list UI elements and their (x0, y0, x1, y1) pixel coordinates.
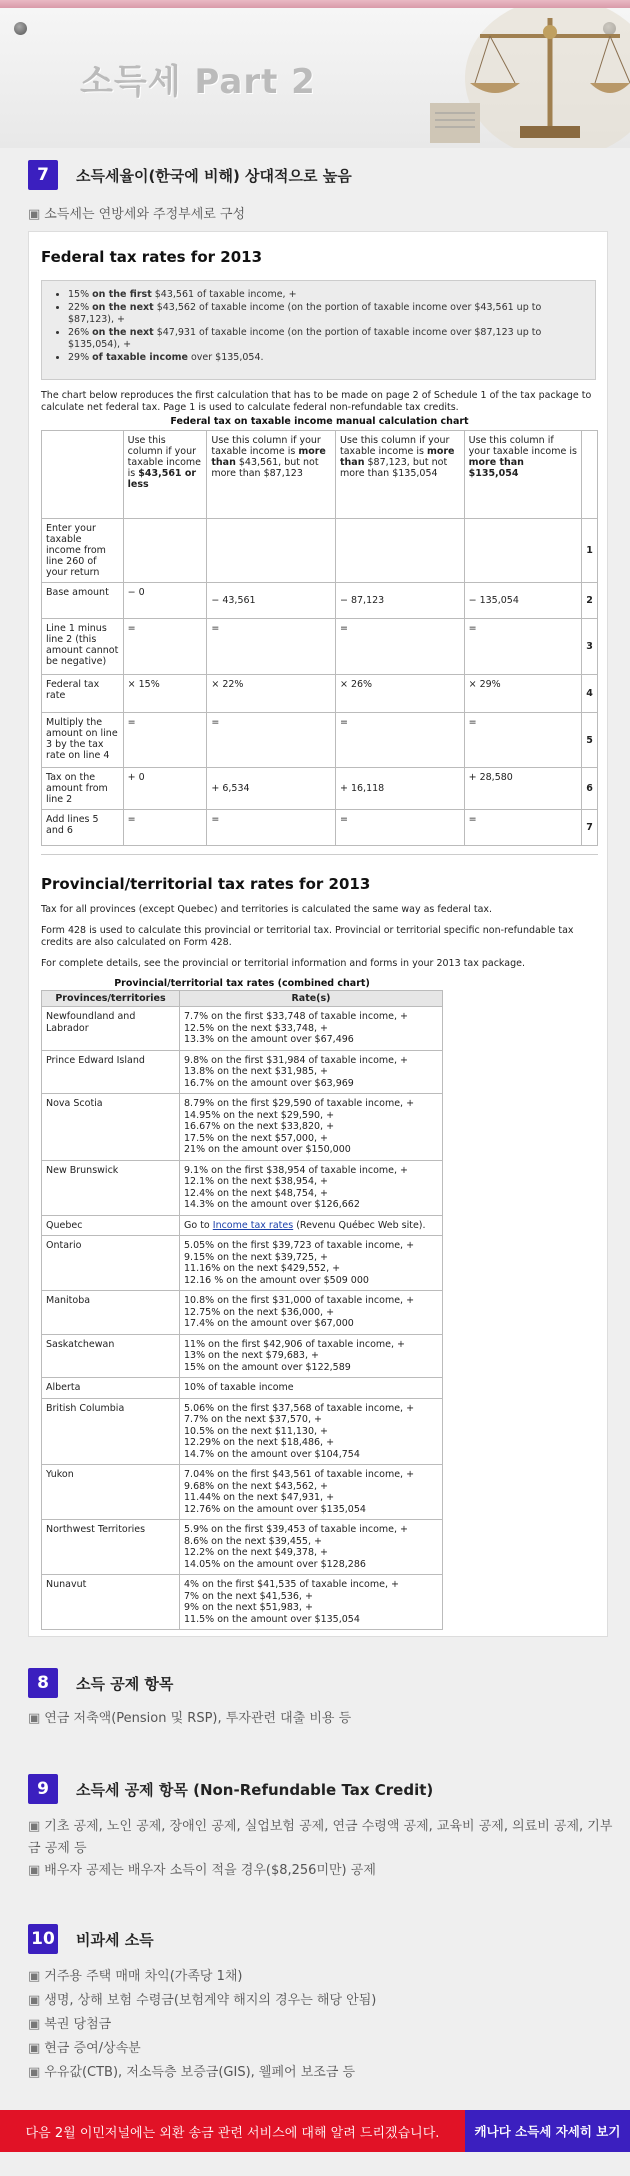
provincial-chart-title: Provincial/territorial tax rates (combined chart) (114, 978, 370, 989)
federal-title: Federal tax rates for 2013 (41, 248, 263, 266)
provincial-paragraph: For complete details, see the provincial or territorial information and forms in your 2013 tax package. (41, 958, 525, 969)
section-number: 10 (28, 1924, 58, 1954)
column-header: Use this column if your taxable income is more than $87,123, but not more than $135,054 (335, 431, 464, 519)
column-header: Use this column if your taxable income is more than $135,054 (464, 431, 581, 519)
federal-rate-item: • 15% on the first $43,561 of taxable income, + (68, 289, 587, 302)
table-cell: = (207, 619, 336, 675)
rate-line: 11.16% on the next $429,552, + (184, 1263, 341, 1274)
rate-line: 16.67% on the next $33,820, + (184, 1121, 335, 1132)
province-name: New Brunswick (42, 1160, 180, 1215)
table-cell (582, 431, 598, 519)
rate-line: 13.8% on the next $31,985, + (184, 1066, 329, 1077)
provincial-rates-table (41, 990, 443, 1630)
table-cell: = (207, 810, 336, 846)
provincial-rows (42, 1007, 443, 1630)
federal-rate-item: • 29% of taxable income over $135,054. (68, 352, 587, 365)
section-9-item: ▣ 배우자 공제는 배우자 소득이 적을 경우($8,256미만) 공제 (28, 1863, 376, 1878)
rate-line: 13.3% on the amount over $67,496 (184, 1034, 354, 1045)
federal-rates-box (41, 280, 596, 380)
page-title: 소득세 Part 2 (80, 62, 316, 102)
province-name: British Columbia (42, 1398, 180, 1465)
rate-line: 11.44% on the next $47,931, + (184, 1492, 335, 1503)
screw-icon (14, 22, 27, 35)
rate-line: 12.5% on the next $33,748, + (184, 1022, 329, 1034)
section-8-item: ▣ 연금 저축액(Pension 및 RSP), 투자관련 대출 비용 등 (28, 1711, 352, 1726)
table-cell: = (464, 713, 581, 768)
row-label: Tax on the amount from line 2 (42, 768, 124, 810)
province-rate (180, 1050, 443, 1094)
table-cell: = (123, 810, 207, 846)
footer-bar (0, 2110, 630, 2152)
table-cell (464, 519, 581, 583)
section-10-item: ▣ 생명, 상해 보험 수령금(보험계약 해지의 경우는 해당 안됨) (28, 1993, 377, 2008)
province-rate (180, 1575, 443, 1630)
rate-line: 12.2% on the next $49,378, + (184, 1547, 329, 1558)
rate-line: 14.05% on the amount over $128,286 (184, 1558, 366, 1570)
section-9-header (28, 1774, 433, 1804)
square-bullet-icon: ▣ (28, 2017, 41, 2032)
table-cell: − 87,123 (335, 583, 464, 619)
table-row (42, 1215, 443, 1236)
province-name: Manitoba (42, 1291, 180, 1335)
rate-line: 9.15% on the next $39,725, + (184, 1251, 329, 1263)
federal-chart-title: Federal tax on taxable income manual calculation chart (170, 416, 469, 427)
province-name: Newfoundland and Labrador (42, 1007, 180, 1051)
table-cell (207, 519, 336, 583)
row-label: Enter your taxable income from line 260 of your return (42, 519, 124, 583)
provincial-paragraph: Form 428 is used to calculate this provincial or territorial tax. Provincial or territorial specific non-refundable tax credits are also calculated on Form 428. (41, 925, 574, 948)
province-rate (180, 1520, 443, 1575)
section-7-header (28, 160, 352, 190)
table-row (42, 583, 598, 619)
square-bullet-icon: ▣ (28, 1863, 41, 1878)
square-bullet-icon: ▣ (28, 1993, 41, 2008)
table-row (42, 713, 598, 768)
rate-line: 5.9% on the first $39,453 of taxable income, + (184, 1524, 409, 1535)
rate-line: 12.1% on the next $38,954, + (184, 1176, 329, 1187)
table-cell: × 26% (335, 675, 464, 713)
table-row (42, 1094, 443, 1161)
section-title: 소득세율이(한국에 비해) 상대적으로 높음 (76, 166, 352, 185)
column-header: Use this column if your taxable income is $43,561 or less (123, 431, 207, 519)
table-row (42, 1236, 443, 1291)
province-name: Prince Edward Island (42, 1050, 180, 1094)
rate-line: 9.8% on the first $31,984 of taxable income, + (184, 1054, 409, 1066)
balance-scale-icon (420, 8, 630, 148)
table-row (42, 1575, 443, 1630)
section-10-item: ▣ 거주용 주택 매매 차익(가족당 1채) (28, 1969, 243, 1984)
line-number: 7 (582, 810, 598, 846)
table-row (42, 1465, 443, 1520)
province-rate (180, 1160, 443, 1215)
province-name: Yukon (42, 1465, 180, 1520)
section-title: 비과세 소득 (76, 1930, 154, 1949)
rate-line: 8.6% on the next $39,455, + (184, 1535, 322, 1547)
row-label: Add lines 5 and 6 (42, 810, 124, 846)
rate-line: 17.4% on the amount over $67,000 (184, 1318, 354, 1329)
column-header: Use this column if your taxable income is more than $43,561, but not more than $87,123 (207, 431, 336, 519)
footer-notice: 다음 2월 이민저널에는 외환 송금 관련 서비스에 대해 알려 드리겠습니다. (0, 2110, 465, 2152)
rate-line: 11% on the first $42,906 of taxable income, + (184, 1338, 405, 1350)
table-row (42, 1378, 443, 1399)
federal-intro: The chart below reproduces the first calculation that has to be made on page 2 of Schedule 1 of the tax package to calculate net federal tax. Page 1 is used to calculate federal non-refundable tax credits. (41, 390, 592, 413)
table-cell: = (123, 619, 207, 675)
divider (41, 854, 598, 855)
federal-rates-list (68, 289, 587, 364)
top-bar (0, 0, 630, 8)
table-cell: × 15% (123, 675, 207, 713)
table-cell: = (464, 619, 581, 675)
federal-calc-table (41, 430, 598, 846)
square-bullet-icon: ▣ (28, 1711, 41, 1726)
province-name: Nunavut (42, 1575, 180, 1630)
province-rate (180, 1236, 443, 1291)
section-10-item: ▣ 현금 증여/상속분 (28, 2041, 141, 2056)
table-row (42, 675, 598, 713)
table-cell: = (464, 810, 581, 846)
rate-line: 13% on the next $79,683, + (184, 1350, 319, 1361)
section-title: 소득 공제 항목 (76, 1674, 174, 1693)
province-rate (180, 1007, 443, 1051)
square-bullet-icon: ▣ (28, 2041, 41, 2056)
table-cell: = (335, 619, 464, 675)
line-number: 2 (582, 583, 598, 619)
section-9-item: ▣ 기초 공제, 노인 공제, 장애인 공제, 실업보험 공제, 연금 수령액 공제, 교육비 공제, 의료비 공제, 기부금 공제 등 (28, 1819, 613, 1856)
rate-line: 7% on the next $41,536, + (184, 1590, 313, 1602)
header-banner (0, 8, 630, 148)
rate-line: 8.79% on the first $29,590 of taxable income, + (184, 1098, 415, 1109)
section-10-item: ▣ 우유값(CTB), 저소득층 보증금(GIS), 웰페어 보조금 등 (28, 2065, 356, 2080)
rate-line: 7.7% on the next $37,570, + (184, 1414, 322, 1425)
table-row (42, 619, 598, 675)
row-label: Federal tax rate (42, 675, 124, 713)
square-bullet-icon: ▣ (28, 1969, 41, 1984)
line-number: 3 (582, 619, 598, 675)
rate-line: 5.05% on the first $39,723 of taxable income, + (184, 1240, 415, 1251)
province-name: Northwest Territories (42, 1520, 180, 1575)
rate-line: 10.8% on the first $31,000 of taxable income, + (184, 1295, 415, 1306)
table-cell: = (123, 713, 207, 768)
table-cell: − 0 (123, 583, 207, 619)
federal-rate-item: • 22% on the next $43,562 of taxable income (on the portion of taxable income over $43,561 up to $87,123), + (68, 302, 587, 327)
province-rate (180, 1094, 443, 1161)
tax-rates-panel (28, 231, 608, 1637)
square-bullet-icon: ▣ (28, 1819, 41, 1834)
rate-line: 12.16 % on the amount over $509 000 (184, 1274, 369, 1286)
rate-line: 12.4% on the next $48,754, + (184, 1187, 329, 1199)
table-row (42, 1334, 443, 1378)
table-cell: = (335, 713, 464, 768)
rate-line: 17.5% on the next $57,000, + (184, 1132, 329, 1144)
line-number: 1 (582, 519, 598, 583)
rate-line: 12.76% on the amount over $135,054 (184, 1503, 366, 1515)
income-tax-details-link[interactable]: 캐나다 소득세 자세히 보기 (465, 2110, 630, 2152)
table-row (42, 519, 598, 583)
table-row (42, 1050, 443, 1094)
table-row (42, 1520, 443, 1575)
rate-line: 9.68% on the next $43,562, + (184, 1480, 329, 1492)
section-number: 8 (28, 1668, 58, 1698)
province-name: Nova Scotia (42, 1094, 180, 1161)
table-row (42, 1291, 443, 1335)
row-label: Multiply the amount on line 3 by the tax rate on line 4 (42, 713, 124, 768)
rate-line: 11.5% on the amount over $135,054 (184, 1613, 360, 1625)
rate-line: 14.95% on the next $29,590, + (184, 1109, 335, 1121)
rate-line: 15% on the amount over $122,589 (184, 1361, 351, 1373)
line-number: 4 (582, 675, 598, 713)
table-cell: + 28,580 (464, 768, 581, 810)
square-bullet-icon: ▣ (28, 207, 41, 222)
rate-line: 9% on the next $51,983, + (184, 1602, 313, 1613)
row-label: Line 1 minus line 2 (this amount cannot be negative) (42, 619, 124, 675)
province-rate (180, 1334, 443, 1378)
rate-line: 9.1% on the first $38,954 of taxable income, + (184, 1164, 409, 1176)
province-name: Saskatchewan (42, 1334, 180, 1378)
table-cell: + 0 (123, 768, 207, 810)
rate-line: 21% on the amount over $150,000 (184, 1144, 351, 1155)
section-8-header (28, 1668, 173, 1698)
province-name: Ontario (42, 1236, 180, 1291)
rate-line: 4% on the first $41,535 of taxable income, + (184, 1579, 399, 1590)
section-number: 9 (28, 1774, 58, 1804)
rate-line: 12.75% on the next $36,000, + (184, 1306, 335, 1318)
table-cell: − 135,054 (464, 583, 581, 619)
table-cell: × 29% (464, 675, 581, 713)
province-rate (180, 1378, 443, 1399)
table-cell: + 16,118 (335, 768, 464, 810)
table-row (42, 810, 598, 846)
federal-rate-item: • 26% on the next $47,931 of taxable income (on the portion of taxable income over $87,123 up to $135,054), + (68, 327, 587, 352)
table-row (42, 1398, 443, 1465)
table-cell (42, 431, 124, 519)
rate-line: 12.29% on the next $18,486, + (184, 1437, 335, 1448)
rate-line: 16.7% on the amount over $63,969 (184, 1077, 354, 1089)
table-cell: = (335, 810, 464, 846)
table-cell: − 43,561 (207, 583, 336, 619)
table-cell: + 6,534 (207, 768, 336, 810)
column-header: Rate(s) (180, 991, 443, 1007)
rate-line: 7.04% on the first $43,561 of taxable income, + (184, 1469, 415, 1480)
table-cell: = (207, 713, 336, 768)
province-rate: Go to Income tax rates (Revenu Québec Web site). (180, 1215, 443, 1236)
rate-line: 5.06% on the first $37,568 of taxable income, + (184, 1402, 415, 1414)
rate-line: 10.5% on the next $11,130, + (184, 1425, 329, 1437)
section-title: 소득세 공제 항목 (Non-Refundable Tax Credit) (76, 1780, 434, 1799)
section-10-item: ▣ 복권 당첨금 (28, 2017, 112, 2032)
line-number: 5 (582, 713, 598, 768)
section-10-header (28, 1924, 154, 1954)
table-cell (123, 519, 207, 583)
table-header-row (42, 991, 443, 1007)
table-header-row (42, 431, 598, 519)
section-number: 7 (28, 160, 58, 190)
table-cell: × 22% (207, 675, 336, 713)
province-name: Quebec (42, 1215, 180, 1236)
province-rate (180, 1398, 443, 1465)
rate-line: 7.7% on the first $33,748 of taxable income, + (184, 1011, 409, 1022)
square-bullet-icon: ▣ (28, 2065, 41, 2080)
province-rate (180, 1291, 443, 1335)
province-name: Alberta (42, 1378, 180, 1399)
table-cell (335, 519, 464, 583)
section-7-subtitle: ▣ 소득세는 연방세와 주정부세로 구성 (28, 207, 246, 222)
rate-line: 14.3% on the amount over $126,662 (184, 1199, 360, 1210)
income-tax-rates-link[interactable]: Income tax rates (212, 1219, 294, 1231)
column-header: Provinces/territories (42, 991, 180, 1007)
provincial-title: Provincial/territorial tax rates for 2013 (41, 875, 371, 893)
table-row (42, 1007, 443, 1051)
table-row (42, 1160, 443, 1215)
rate-line: 14.7% on the amount over $104,754 (184, 1448, 360, 1460)
table-row (42, 768, 598, 810)
row-label: Base amount (42, 583, 124, 619)
rate-line: 10% of taxable income (184, 1382, 294, 1393)
province-rate (180, 1465, 443, 1520)
line-number: 6 (582, 768, 598, 810)
provincial-paragraph: Tax for all provinces (except Quebec) and territories is calculated the same way as federal tax. (41, 904, 493, 915)
